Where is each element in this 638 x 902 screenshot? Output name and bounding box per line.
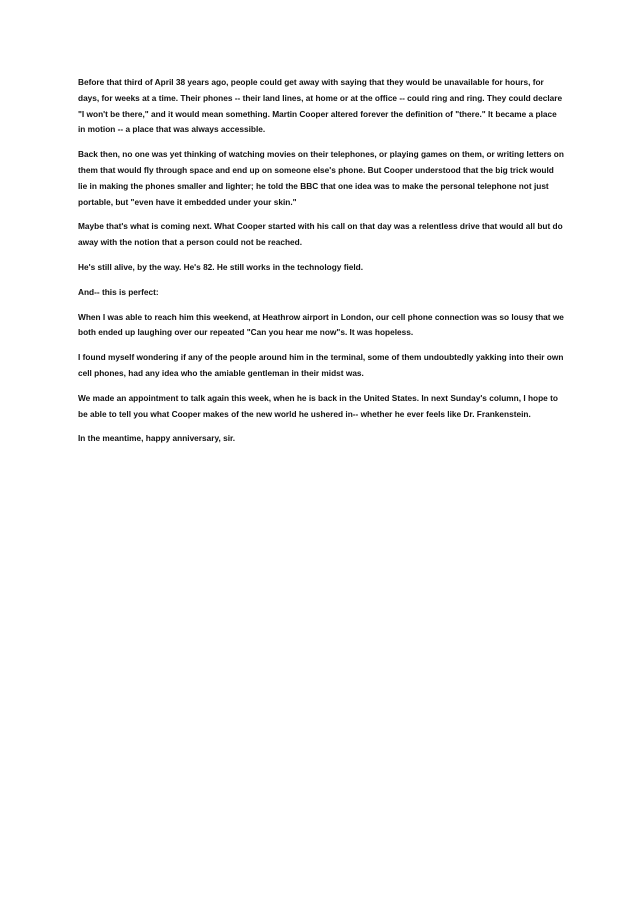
- paragraph: Before that third of April 38 years ago, people could get away with saying that they would be unavailable for hours, for days, for weeks at a time. Their phones -- their land lines, at home or at the office -- could ring and ring. They could declare "I won't be there," and it would mean something. Martin Cooper altered forever the definition of "there." It became a place in motion -- a place that was always accessible.: [78, 77, 563, 135]
- paragraph: In the meantime, happy anniversary, sir.: [78, 433, 236, 444]
- article-body: [78, 75, 564, 456]
- paragraph: When I was able to reach him this weekend, at Heathrow airport in London, our cell phone connection was so lousy that we both ended up laughing over our repeated "Can you hear me now"s. It was hopeless.: [78, 311, 564, 338]
- paragraph: And-- this is perfect:: [78, 286, 159, 297]
- paragraph: Maybe that's what is coming next. What Cooper started with his call on that day was a relentless drive that would all but do away with the notion that a person could not be reached.: [78, 221, 563, 248]
- paragraph: We made an appointment to talk again this week, when he is back in the United States. In next Sunday's column, I hope to be able to tell you what Cooper makes of the new world he ushered in-- whether he ever feels like Dr. Frankenstein.: [78, 392, 558, 419]
- paragraph: I found myself wondering if any of the people around him in the terminal, some of them undoubtedly yakking into their own cell phones, had any idea who the amiable gentleman in their midst was.: [78, 352, 564, 378]
- paragraph: Back then, no one was yet thinking of watching movies on their telephones, or playing games on them, or writing letters on them that would fly through space and end up on someone else's phone. But Cooper understood that the big trick would lie in making the phones smaller and lighter; he told the BBC that one idea was to make the personal telephone not just portable, but "even have it embedded under your skin.": [78, 149, 564, 207]
- paragraph: He's still alive, by the way. He's 82. He still works in the technology field.: [78, 261, 364, 272]
